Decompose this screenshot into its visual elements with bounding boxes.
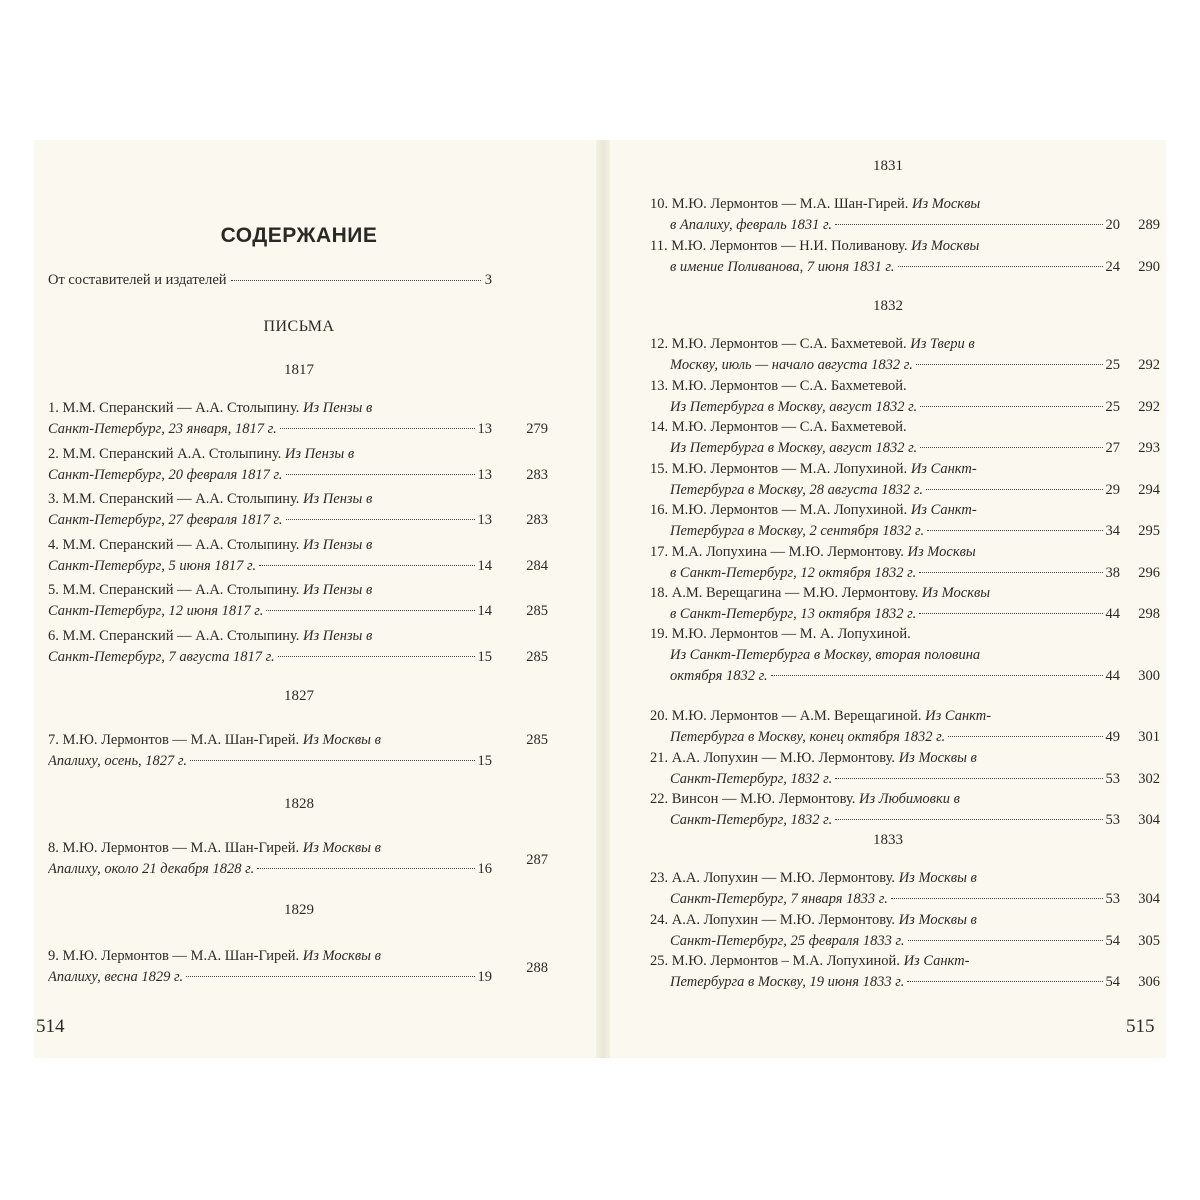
entry-heading-italic: Из Санкт- [925,708,992,724]
entry-page: 15 [477,648,492,665]
entry-heading: 14. М.Ю. Лермонтов — С.А. Бахметевой. [650,419,907,435]
entry-detail: Петербурга в Москву, 19 июня 1833 г. [670,974,905,990]
entry-detail: Из Санкт-Петербурга в Москву, вторая половина [670,647,981,663]
contents-title: СОДЕРЖАНИЕ [220,224,378,247]
entry-page: 15 [477,753,492,769]
entry-detail: Из Петербурга в Москву, август 1832 г. [670,398,918,415]
entry-heading: 18. А.М. Верещагина — М.Ю. Лермонтову. [650,585,922,601]
year-header-1831: 1831 [873,158,903,174]
entry-heading-italic: Из Твери в [910,336,975,352]
entry-heading: 12. М.Ю. Лермонтов — С.А. Бахметевой. [650,336,911,352]
entry-detail: в Санкт-Петербург, 12 октября 1832 г. [670,564,917,581]
entry-heading-italic: Из Москвы [907,543,976,560]
entry-comment-page: 289 [1138,217,1160,233]
entry-page: 49 [1105,729,1120,745]
entry-comment-page: 306 [1138,974,1160,990]
entry-heading-italic: Из Пензы в [303,400,373,416]
toc-entry [650,748,1160,790]
entry-detail: Апалиху, около 21 декабря 1828 г. [48,861,255,877]
entry-comment-page: 287 [526,852,548,868]
entry-comment-page: 283 [526,466,548,483]
foreword-page: 3 [484,272,492,288]
entry-page: 13 [477,466,492,483]
leader-dots [920,447,1102,448]
leader-dots [771,675,1103,676]
toc-entry [650,789,1160,831]
entry-comment-page: 296 [1138,564,1160,581]
toc-entry [650,236,1160,278]
entry-heading: 23. А.А. Лопухин — М.Ю. Лермонтову. [650,870,899,886]
toc-entry [48,730,548,772]
entry-page: 25 [1105,357,1120,373]
entry-comment-page: 288 [526,960,548,976]
entry-heading-italic: Из Пензы в [303,627,373,644]
entry-comment-page: 302 [1138,770,1160,787]
entry-comment-page: 285 [526,732,548,748]
entry-heading-italic: Из Москвы в [898,911,977,928]
leader-dots [891,898,1103,899]
entry-comment-page: 283 [526,512,548,528]
entry-page: 54 [1105,974,1120,990]
entry-page: 53 [1105,812,1120,828]
entry-heading-italic: Из Пензы в [303,582,373,598]
entry-heading-italic: Из Пензы в [284,445,355,462]
entry-heading: 3. М.М. Сперанский — А.А. Столыпину. [48,491,304,507]
leader-dots [948,736,1102,737]
toc-entry [650,194,1160,236]
leader-dots [286,519,475,520]
entry-page: 29 [1105,481,1120,498]
entry-heading-italic: Из Санкт- [910,502,977,518]
entry-detail: Из Петербурга в Москву, август 1832 г. [670,440,918,456]
entry-page: 54 [1105,932,1120,949]
toc-entry [48,946,548,988]
entry-heading-italic: Из Москвы в [302,948,381,964]
entry-detail: Санкт-Петербург, 23 января, 1817 г. [48,421,277,437]
entry-heading: 15. М.Ю. Лермонтов — М.А. Лопухиной. [650,460,911,477]
entry-comment-page: 301 [1138,729,1160,745]
toc-entry [650,459,1160,501]
book-spread [34,140,1166,1058]
entry-heading: 24. А.А. Лопухин — М.Ю. Лермонтову. [650,911,899,928]
toc-entry [48,444,548,486]
toc-entry [650,910,1160,952]
entry-heading: 4. М.М. Сперанский — А.А. Столыпину. [48,536,304,553]
entry-heading: 1. М.М. Сперанский — А.А. Столыпину. [48,400,304,416]
entry-heading: 9. М.Ю. Лермонтов — М.А. Шан-Гирей. [48,948,303,964]
entry-detail: Апалиху, осень, 1827 г. [48,753,188,769]
leader-dots [920,406,1102,407]
entry-page: 44 [1105,668,1120,684]
leader-dots [835,224,1102,225]
entry-heading: 22. Винсон — М.Ю. Лермонтову. [650,791,859,807]
leader-dots [907,981,1102,982]
leader-dots [286,474,475,475]
entry-detail: Санкт-Петербург, 1832 г. [670,812,833,828]
entry-heading-italic: Из Пензы в [303,536,373,553]
toc-entry [650,583,1160,625]
entry-heading: 16. М.Ю. Лермонтов — М.А. Лопухиной. [650,502,911,518]
entry-detail: Апалиху, весна 1829 г. [48,969,184,985]
entry-comment-page: 279 [526,421,548,437]
toc-entry [48,626,548,668]
entry-heading: 7. М.Ю. Лермонтов — М.А. Шан-Гирей. [48,732,303,748]
leader-dots [186,976,474,977]
entry-comment-page: 284 [526,557,548,574]
foreword-entry [48,272,492,289]
entry-page: 24 [1105,259,1120,275]
leader-dots [278,656,475,657]
entry-heading: 21. А.А. Лопухин — М.Ю. Лермонтову. [650,749,899,766]
entry-heading: 10. М.Ю. Лермонтов — М.А. Шан-Гирей. [650,196,912,212]
entry-page: 19 [477,969,492,985]
entry-comment-page: 294 [1138,481,1160,498]
entry-page: 25 [1105,398,1120,415]
section-letters: ПИСЬМА [263,318,335,335]
right-page [610,140,1166,1058]
toc-entry [48,580,548,622]
entry-page: 53 [1105,891,1120,907]
entry-heading: 17. М.А. Лопухина — М.Ю. Лермонтову. [650,543,908,560]
entry-heading-italic: Из Москвы [911,196,981,212]
entry-comment-page: 290 [1138,259,1160,275]
entry-detail: Санкт-Петербург, 7 августа 1817 г. [48,648,275,665]
page-number-right: 515 [1126,1016,1155,1037]
entry-comment-page: 285 [526,603,548,619]
year-header-1832: 1832 [873,298,903,314]
leader-dots [926,489,1103,490]
entry-comment-page: 305 [1138,932,1160,949]
entry-heading: 19. М.Ю. Лермонтов — М. А. Лопухиной. [650,626,911,642]
entry-heading: 20. М.Ю. Лермонтов — А.М. Верещагиной. [650,708,926,724]
entry-comment-page: 304 [1138,812,1160,828]
entry-page: 16 [477,861,492,877]
entry-heading-italic: Из Москвы в [898,870,977,886]
year-header-1829: 1829 [284,902,314,918]
entry-heading: 2. М.М. Сперанский А.А. Столыпину. [48,445,285,462]
entry-detail: Петербурга в Москву, 28 августа 1832 г. [670,481,923,498]
entry-comment-page: 298 [1138,606,1160,622]
toc-entry [650,334,1160,376]
entry-heading: 13. М.Ю. Лермонтов — С.А. Бахметевой. [650,377,907,394]
entry-detail: Москву, июль — начало августа 1832 г. [670,357,913,373]
year-header-1817: 1817 [284,362,314,378]
book-gutter [596,140,610,1058]
leader-dots [908,940,1103,941]
entry-comment-page: 300 [1138,668,1160,684]
entry-detail: Санкт-Петербург, 25 февраля 1833 г. [670,932,905,949]
toc-entry [650,624,1160,687]
toc-entry [48,398,548,440]
leader-dots [919,572,1102,573]
entry-detail: в Апалиху, февраль 1831 г. [670,217,833,233]
year-header-1828: 1828 [284,796,314,812]
leader-dots [259,565,474,566]
entry-detail: Петербурга в Москву, конец октября 1832 г. [670,729,946,745]
toc-entry [650,542,1160,584]
entry-detail: Петербурга в Москву, 2 сентября 1832 г. [670,523,925,539]
entry-heading-italic: Из Москвы в [898,749,977,766]
leader-dots [266,610,474,611]
entry-comment-page: 304 [1138,891,1160,907]
entry-comment-page: 292 [1138,357,1160,373]
entry-detail: Санкт-Петербург, 5 июня 1817 г. [48,557,257,574]
entry-heading-italic: Из Москвы в [302,840,381,856]
entry-heading-italic: Из Москвы в [302,732,381,748]
entry-heading: 11. М.Ю. Лермонтов — Н.И. Поливанову. [650,238,912,254]
entry-comment-page: 285 [526,648,548,665]
entry-page: 13 [477,421,492,437]
toc-entry [650,500,1160,542]
entry-heading: 25. М.Ю. Лермонтов – М.А. Лопухиной. [650,953,904,969]
entry-page: 14 [477,603,492,619]
foreword-text: От составителей и издателей [48,272,227,288]
entry-heading-italic: Из Санкт- [910,460,977,477]
entry-heading: 5. М.М. Сперанский — А.А. Столыпину. [48,582,304,598]
entry-heading-italic: Из Любимовки в [859,791,960,807]
entry-detail: в Санкт-Петербург, 13 октября 1832 г. [670,606,917,622]
leader-dots [190,760,474,761]
entry-heading-italic: Из Санкт- [903,953,970,969]
leader-dots [927,530,1102,531]
toc-entry [650,868,1160,910]
entry-heading: 8. М.Ю. Лермонтов — М.А. Шан-Гирей. [48,840,303,856]
entry-heading-italic: Из Пензы в [303,491,373,507]
page-number-left: 514 [36,1016,65,1037]
toc-entry [48,535,548,577]
entry-comment-page: 293 [1138,440,1160,456]
entry-page: 44 [1105,606,1120,622]
toc-entry [650,951,1160,993]
entry-comment-page: 295 [1138,523,1160,539]
year-header-1833: 1833 [873,832,903,848]
toc-entry [48,489,548,531]
leader-dots [835,778,1102,779]
entry-detail: в имение Поливанова, 7 июня 1831 г. [670,259,895,275]
entry-detail: октября 1832 г. [670,668,768,684]
entry-page: 53 [1105,770,1120,787]
entry-heading-italic: Из Москвы [911,238,980,254]
entry-comment-page: 292 [1138,398,1160,415]
entry-page: 20 [1105,217,1120,233]
toc-entry [650,417,1160,459]
leader-dots [919,613,1102,614]
entry-page: 27 [1105,440,1120,456]
year-header-1827: 1827 [284,688,314,704]
entry-detail: Санкт-Петербург, 12 июня 1817 г. [48,603,264,619]
toc-entry [650,376,1160,418]
entry-heading: 6. М.М. Сперанский — А.А. Столыпину. [48,627,304,644]
left-page [34,140,596,1058]
entry-heading-italic: Из Москвы [921,585,991,601]
toc-entry [650,706,1160,748]
leader-dots [916,364,1103,365]
leader-dots [898,266,1103,267]
entry-page: 14 [477,557,492,574]
entry-detail: Санкт-Петербург, 1832 г. [670,770,833,787]
entry-detail: Санкт-Петербург, 7 января 1833 г. [670,891,888,907]
leader-dots [257,868,474,869]
entry-page: 34 [1105,523,1120,539]
entry-page: 38 [1105,564,1120,581]
leader-dots [835,819,1102,820]
toc-entry [48,838,548,880]
leader-dots [280,428,475,429]
entry-page: 13 [477,512,492,528]
entry-detail: Санкт-Петербург, 27 февраля 1817 г. [48,512,283,528]
leader-dots [231,280,481,281]
entry-detail: Санкт-Петербург, 20 февраля 1817 г. [48,466,283,483]
